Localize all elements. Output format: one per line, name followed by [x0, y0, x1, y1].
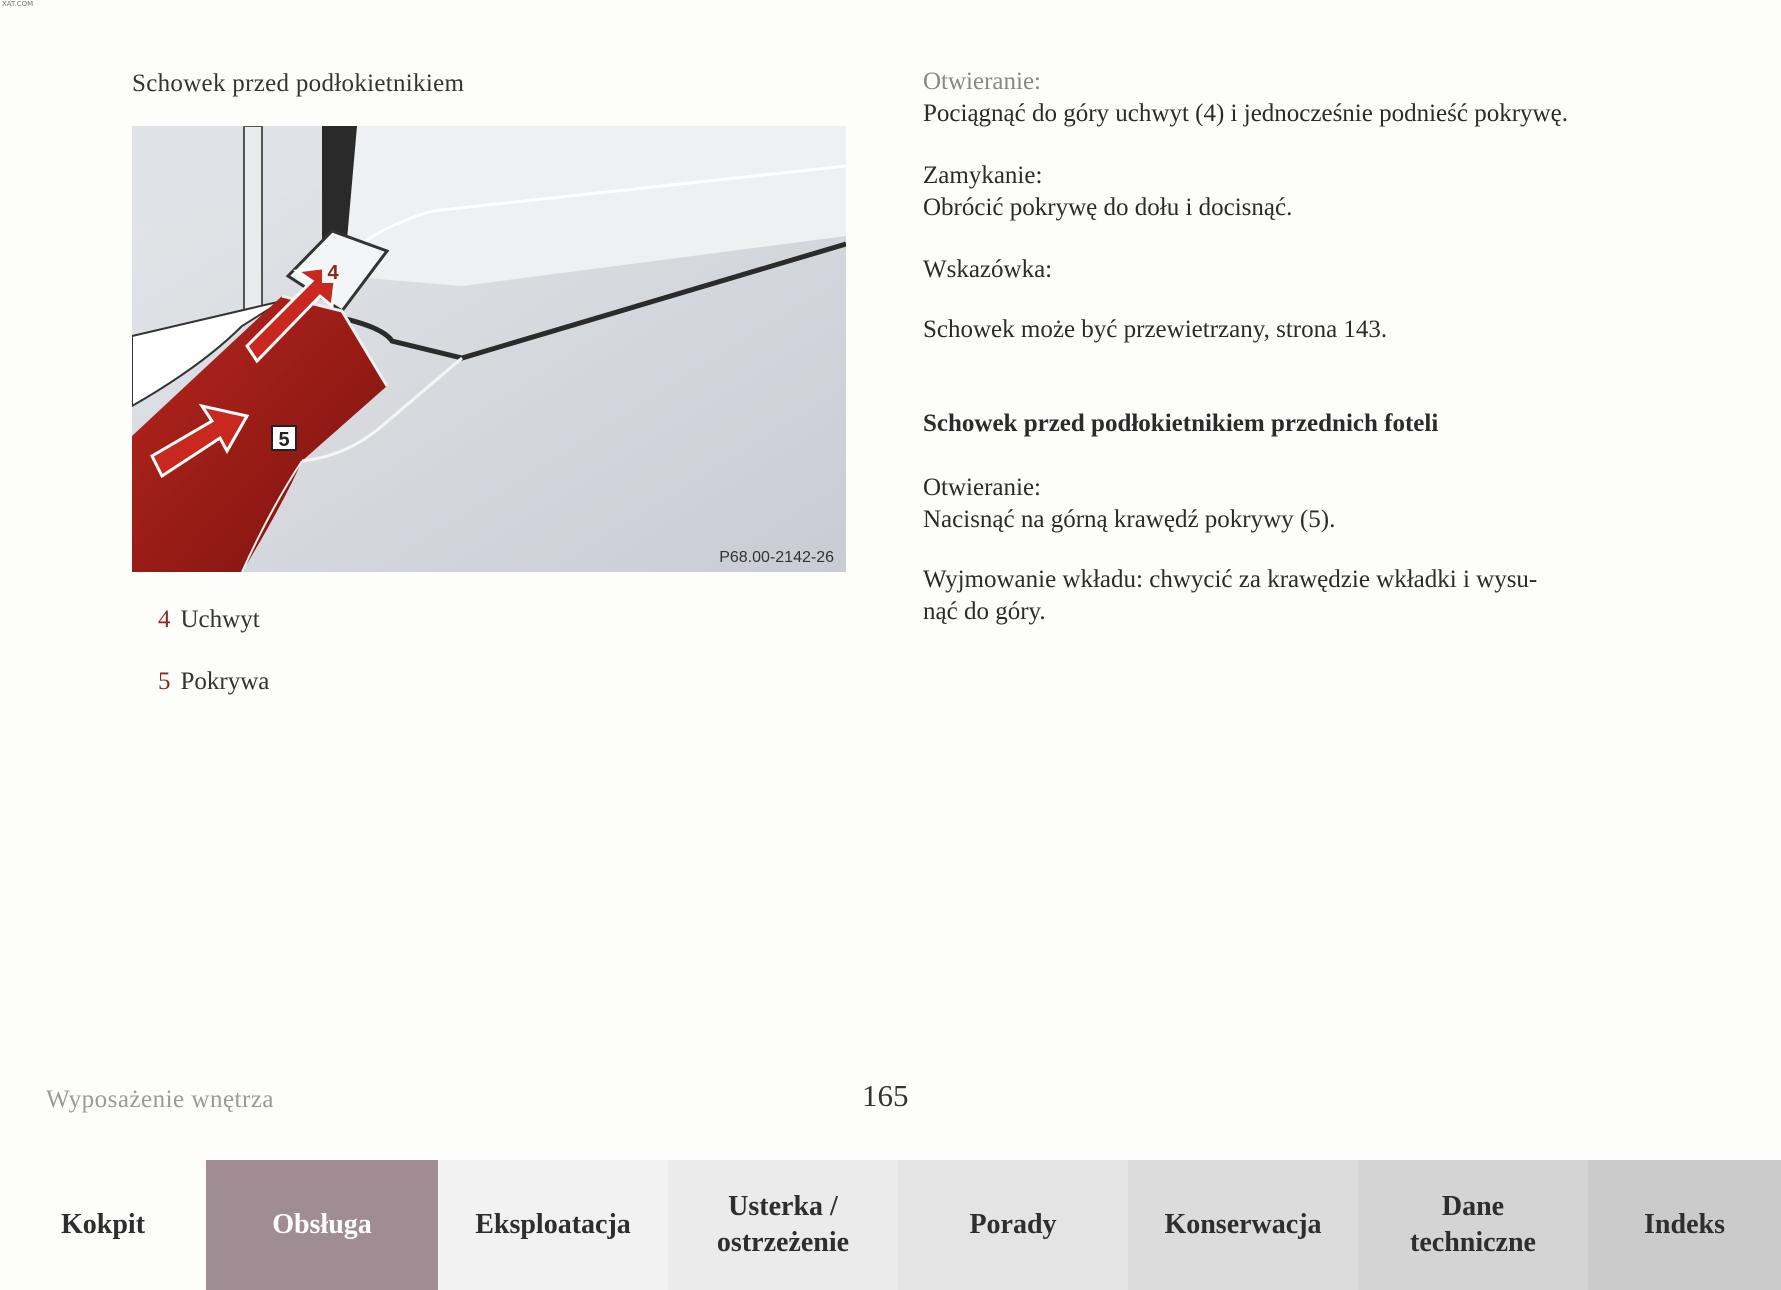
- section-title: Schowek przed podłokietnikiem: [132, 70, 465, 97]
- front-opening-text: Nacisnąć na górną krawędź pokrywy (5).: [923, 506, 1336, 533]
- illustration-storage-compartment: [132, 126, 846, 572]
- subheading-text: Schowek przed podłokietnikiem przednich foteli: [923, 410, 1439, 437]
- tab-dane-techniczne[interactable]: Dane techniczne: [1358, 1160, 1588, 1290]
- insert-removal-line1: Wyjmowanie wkładu: chwycić za krawędzie wkładki i wysu-: [923, 566, 1538, 593]
- label-4: 4: [327, 262, 339, 284]
- note-body: [923, 314, 1636, 346]
- tab-obsluga[interactable]: Obsługa: [206, 1160, 438, 1290]
- tab-usterka-ostrzezenie[interactable]: Usterka / ostrzeżenie: [668, 1160, 898, 1290]
- subheading: [923, 408, 1636, 440]
- front-opening-label: Otwieranie:: [923, 474, 1042, 501]
- legend-num: 5: [158, 668, 171, 695]
- note-label: Wskazówka:: [923, 256, 1053, 283]
- opening-instructions: [923, 66, 1636, 130]
- note: [923, 254, 1636, 286]
- armrest-illustration: [132, 126, 846, 572]
- label-5: 5: [278, 429, 290, 451]
- insert-removal-line2: nąć do góry.: [923, 598, 1046, 625]
- closing-text: Obrócić pokrywę do dołu i docisnąć.: [923, 194, 1293, 221]
- tab-indeks[interactable]: Indeks: [1588, 1160, 1781, 1290]
- tab-eksploatacja[interactable]: Eksploatacja: [438, 1160, 668, 1290]
- front-opening-instructions: [923, 472, 1636, 536]
- tab-kokpit[interactable]: Kokpit: [0, 1160, 206, 1290]
- closing-label: Zamykanie:: [923, 162, 1043, 189]
- legend-text: Pokrywa: [180, 668, 270, 695]
- page-number: 165: [862, 1078, 909, 1113]
- figure-code: P68.00-2142-26: [719, 549, 834, 566]
- watermark: XAT.COM: [2, 0, 34, 8]
- opening-label: Otwieranie:: [923, 68, 1042, 95]
- legend-item-5: [158, 668, 269, 696]
- legend-item-4: [158, 606, 260, 634]
- footer-section-name: Wyposażenie wnętrza: [46, 1086, 275, 1113]
- opening-text: Pociągnąć do góry uchwyt (4) i jednocześnie podnieść pokrywę.: [923, 100, 1568, 127]
- tab-porady[interactable]: Porady: [898, 1160, 1128, 1290]
- legend-num: 4: [158, 606, 171, 633]
- legend-text: Uchwyt: [180, 606, 260, 633]
- closing-instructions: [923, 160, 1636, 224]
- chapter-tab-bar: [0, 1160, 1781, 1290]
- insert-removal-instructions: [923, 564, 1636, 628]
- tab-konserwacja[interactable]: Konserwacja: [1128, 1160, 1358, 1290]
- note-text: Schowek może być przewietrzany, strona 143.: [923, 316, 1388, 343]
